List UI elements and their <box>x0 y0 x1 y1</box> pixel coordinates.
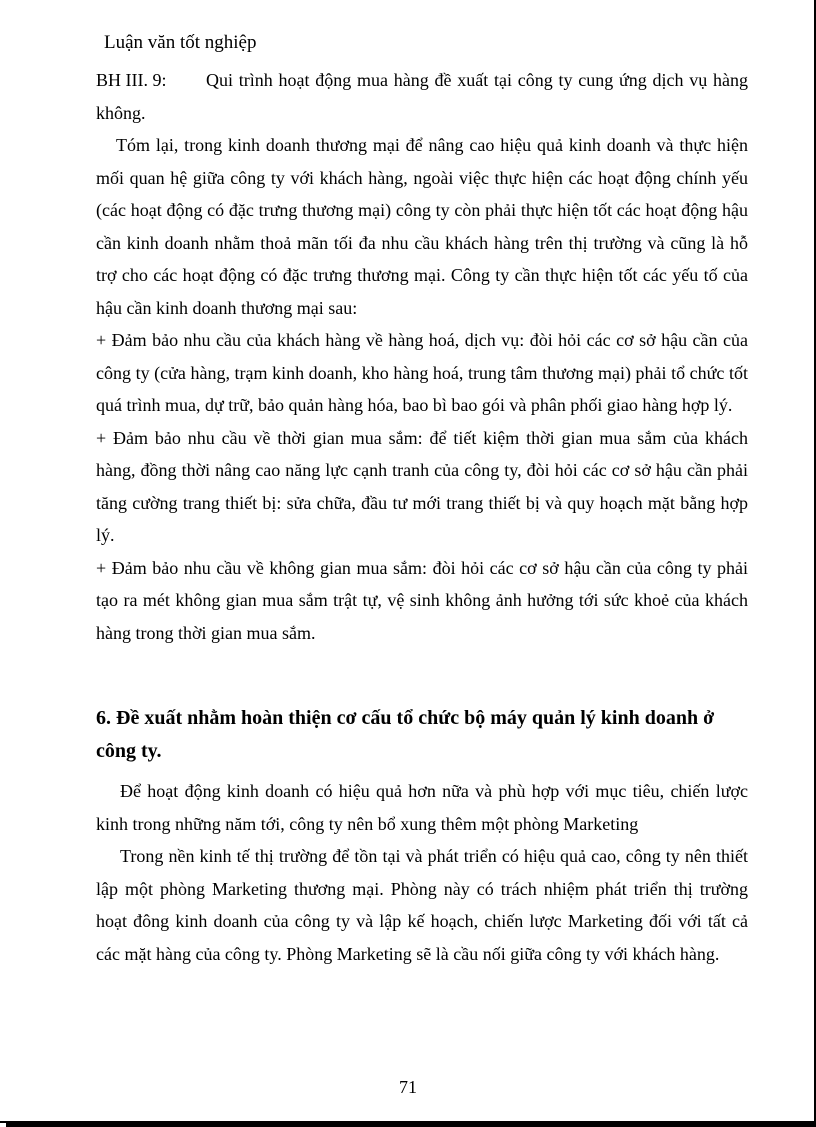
paragraph-bullet-goods: + Đảm bảo nhu cầu của khách hàng về hàng hoá, dịch vụ: đòi hỏi các cơ sở hậu cần của công ty (cửa hàng, trạm kinh doanh, kho hàng hoá, trung tâm thương mại) phải tổ chức tốt quá trình mua, dự trữ, bảo quản hàng hóa, bao bì bao gói và phân phối giao hàng hợp lý. <box>96 330 748 415</box>
paragraph-summary: Tóm lại, trong kinh doanh thương mại để nâng cao hiệu quả kinh doanh và thực hiện mối quan hệ giữa công ty với khách hàng, ngoài việc thực hiện các hoạt động chính yếu (các hoạt động có đặc trưng thương mại) công ty còn phải thực hiện tốt các hoạt động hậu cần kinh doanh nhằm thoả mãn tối đa nhu cầu khách hàng trên thị trường và cũng là hỗ trợ cho các hoạt động có đặc trưng thương mại. Công ty cần thực hiện tốt các yếu tố của hậu cần kinh doanh thương mại sau: <box>96 135 748 318</box>
page-number: 71 <box>399 1077 417 1097</box>
section-paragraph-text: Để hoạt động kinh doanh có hiệu quả hơn nữa và phù hợp với mục tiêu, chiến lược kinh trong những năm tới, công ty nên bổ xung thêm một phòng Marketing <box>96 781 748 834</box>
section-paragraph-text: Trong nền kinh tế thị trường để tồn tại và phát triển có hiệu quả cao, công ty nên thiết lập một phòng Marketing thương mại. Phòng này có trách nhiệm phát triển thị trường hoạt đông kinh doanh của công ty và lập kế hoạch, chiến lược Marketing đối với tất cả các mặt hàng của công ty. Phòng Marketing sẽ là cầu nối giữa công ty với khách hàng. <box>96 846 748 964</box>
figure-caption-text: Qui trình hoạt động mua hàng đề xuất tại công ty cung ứng dịch vụ hàng không. <box>96 70 748 123</box>
section-paragraph-1 <box>96 775 748 840</box>
section-heading: 6. Đề xuất nhằm hoàn thiện cơ cấu tổ chức bộ máy quản lý kinh doanh ở công ty. <box>96 707 715 762</box>
figure-caption <box>96 64 748 129</box>
paragraph-bullet-space: + Đảm bảo nhu cầu về không gian mua sắm: đòi hỏi các cơ sở hậu cần của công ty phải tạo ra mét không gian mua sắm trật tự, vệ sinh không ảnh hưởng tới sức khoẻ của khách hàng trong thời gian mua sắm. <box>96 557 748 643</box>
figure-caption-label: BH III. 9: <box>96 70 167 90</box>
paragraph-bullet-time: + Đảm bảo nhu cầu về thời gian mua sắm: để tiết kiệm thời gian mua sắm của khách hàng, đồng thời nâng cao năng lực cạnh tranh của công ty, đòi hỏi các cơ sở hậu cần phải tăng cường trang thiết bị: sửa chữa, đầu tư mới trang thiết bị và quy hoạch mặt bằng hợp lý. <box>96 427 748 545</box>
paragraph-block <box>96 129 748 649</box>
section-paragraph-2 <box>96 840 748 970</box>
running-header: Luận văn tốt nghiệp <box>104 32 257 53</box>
